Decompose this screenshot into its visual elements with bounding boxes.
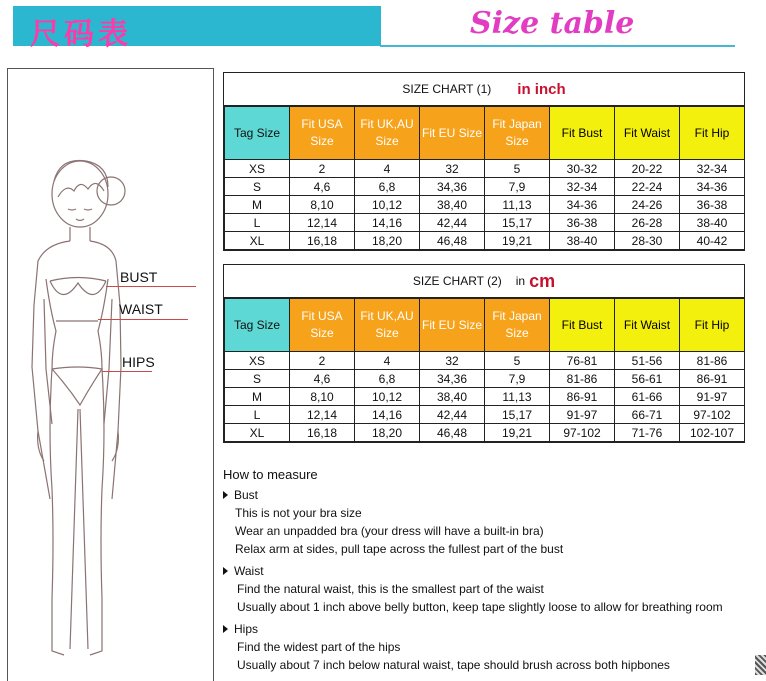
size-chart-inch <box>223 72 745 251</box>
table-cell: 97-102 <box>680 406 745 424</box>
table-cell: 30-32 <box>550 160 615 178</box>
table-row <box>225 160 745 178</box>
chart-title-text: SIZE CHART (2) <box>412 274 502 288</box>
table-cell: 14,16 <box>355 406 420 424</box>
chart-unit: cm <box>529 270 556 291</box>
section-title: Hips <box>234 622 259 636</box>
table-header-row <box>225 299 745 352</box>
table-cell: 56-61 <box>615 370 680 388</box>
header-cell: Fit Waist <box>615 107 680 160</box>
body-figure-illustration <box>8 69 213 681</box>
table-cell: 71-76 <box>615 424 680 442</box>
chart-title-text: SIZE CHART (1) <box>402 82 492 96</box>
header-cell: Tag Size <box>225 299 290 352</box>
table-cell: S <box>225 370 290 388</box>
table-cell: 4,6 <box>290 370 355 388</box>
table-cell: 11,13 <box>485 388 550 406</box>
header-divider <box>380 45 735 47</box>
table-cell: 4 <box>355 160 420 178</box>
table-cell: 42,44 <box>420 214 485 232</box>
table-cell: 91-97 <box>550 406 615 424</box>
header-cell: Fit Japan Size <box>485 107 550 160</box>
table-cell: 8,10 <box>290 196 355 214</box>
table-cell: 61-66 <box>615 388 680 406</box>
size-table-cm <box>224 298 745 442</box>
table-cell: XS <box>225 160 290 178</box>
table-cell: 32-34 <box>550 178 615 196</box>
table-cell: 4 <box>355 352 420 370</box>
table-cell: 6,8 <box>355 178 420 196</box>
table-cell: 34,36 <box>420 178 485 196</box>
table-cell: XS <box>225 352 290 370</box>
table-cell: 34-36 <box>550 196 615 214</box>
measure-heading: How to measure <box>223 467 318 482</box>
table-cell: 102-107 <box>680 424 745 442</box>
table-row <box>225 424 745 442</box>
table-cell: 81-86 <box>680 352 745 370</box>
section-title: Bust <box>234 488 259 502</box>
header-cell: Fit EU Size <box>420 107 485 160</box>
header-cell: Fit UK,AU Size <box>355 299 420 352</box>
table-cell: 20-22 <box>615 160 680 178</box>
table-row <box>225 232 745 250</box>
chinese-title: 尺码表 <box>30 17 132 52</box>
waist-indicator-line <box>98 319 188 320</box>
table-cell: 76-81 <box>550 352 615 370</box>
measure-line: Find the widest part of the hips <box>237 640 401 654</box>
table-cell: 8,10 <box>290 388 355 406</box>
table-cell: 18,20 <box>355 424 420 442</box>
size-chart-cm <box>223 264 745 443</box>
chart-title <box>224 265 744 298</box>
table-row <box>225 370 745 388</box>
table-cell: 19,21 <box>485 232 550 250</box>
table-cell: L <box>225 214 290 232</box>
table-header-row <box>225 107 745 160</box>
arrow-right-icon <box>223 491 228 499</box>
hips-indicator-line <box>102 371 152 372</box>
table-cell: 6,8 <box>355 370 420 388</box>
measure-line: Wear an unpadded bra (your dress will have a built-in bra) <box>235 524 544 538</box>
table-cell: 51-56 <box>615 352 680 370</box>
table-cell: 36-38 <box>550 214 615 232</box>
resize-grip <box>755 655 766 675</box>
table-cell: 81-86 <box>550 370 615 388</box>
header-cell: Fit USA Size <box>290 107 355 160</box>
table-cell: 97-102 <box>550 424 615 442</box>
header-cell: Fit Hip <box>680 299 745 352</box>
arrow-right-icon <box>223 625 228 633</box>
measure-section-hips <box>223 620 763 638</box>
table-cell: 7,9 <box>485 178 550 196</box>
table-cell: 38-40 <box>550 232 615 250</box>
chart-title <box>224 73 744 106</box>
size-table-inch <box>224 106 745 250</box>
table-cell: 38,40 <box>420 388 485 406</box>
header-cell: Fit Bust <box>550 299 615 352</box>
how-to-measure <box>223 466 763 674</box>
bust-indicator-line <box>106 286 196 287</box>
table-cell: 40-42 <box>680 232 745 250</box>
table-row <box>225 196 745 214</box>
table-cell: 38-40 <box>680 214 745 232</box>
table-cell: 15,17 <box>485 406 550 424</box>
table-cell: 16,18 <box>290 232 355 250</box>
table-cell: 12,14 <box>290 406 355 424</box>
table-cell: 10,12 <box>355 196 420 214</box>
table-cell: 32 <box>420 160 485 178</box>
table-cell: 86-91 <box>680 370 745 388</box>
table-cell: 15,17 <box>485 214 550 232</box>
header-cell: Fit Hip <box>680 107 745 160</box>
table-row <box>225 388 745 406</box>
table-cell: 19,21 <box>485 424 550 442</box>
header-cell: Fit Waist <box>615 299 680 352</box>
waist-label: WAIST <box>119 301 163 317</box>
body-figure-panel <box>7 68 214 681</box>
table-cell: 11,13 <box>485 196 550 214</box>
measure-section-waist <box>223 562 763 580</box>
measure-line: Find the natural waist, this is the smallest part of the waist <box>237 582 544 596</box>
table-cell: 66-71 <box>615 406 680 424</box>
table-cell: L <box>225 406 290 424</box>
header-cell: Tag Size <box>225 107 290 160</box>
table-cell: 86-91 <box>550 388 615 406</box>
table-cell: M <box>225 196 290 214</box>
table-row <box>225 214 745 232</box>
measure-line: Usually about 7 inch below natural waist, tape should brush across both hipbones <box>237 658 670 672</box>
measure-line: Relax arm at sides, pull tape across the fullest part of the bust <box>235 542 564 556</box>
table-cell: S <box>225 178 290 196</box>
table-cell: 2 <box>290 160 355 178</box>
table-row <box>225 178 745 196</box>
table-cell: 91-97 <box>680 388 745 406</box>
table-cell: 5 <box>485 160 550 178</box>
table-cell: 46,48 <box>420 424 485 442</box>
table-cell: XL <box>225 424 290 442</box>
arrow-right-icon <box>223 567 228 575</box>
header-cell: Fit Japan Size <box>485 299 550 352</box>
header-cell: Fit USA Size <box>290 299 355 352</box>
table-cell: 32 <box>420 352 485 370</box>
header-cell: Fit Bust <box>550 107 615 160</box>
table-cell: 46,48 <box>420 232 485 250</box>
table-cell: M <box>225 388 290 406</box>
chart-unit-prefix: in <box>515 274 526 288</box>
table-cell: 16,18 <box>290 424 355 442</box>
table-cell: 38,40 <box>420 196 485 214</box>
table-cell: 22-24 <box>615 178 680 196</box>
table-cell: 5 <box>485 352 550 370</box>
section-title: Waist <box>234 564 264 578</box>
table-cell: 2 <box>290 352 355 370</box>
hips-label: HIPS <box>122 354 155 370</box>
table-cell: 34-36 <box>680 178 745 196</box>
bust-label: BUST <box>120 269 158 285</box>
table-cell: 28-30 <box>615 232 680 250</box>
table-cell: 32-34 <box>680 160 745 178</box>
table-cell: 26-28 <box>615 214 680 232</box>
table-cell: 34,36 <box>420 370 485 388</box>
table-cell: 7,9 <box>485 370 550 388</box>
table-cell: 36-38 <box>680 196 745 214</box>
header-cell: Fit EU Size <box>420 299 485 352</box>
table-row <box>225 406 745 424</box>
table-cell: XL <box>225 232 290 250</box>
table-cell: 14,16 <box>355 214 420 232</box>
table-cell: 4,6 <box>290 178 355 196</box>
chart-unit: in inch <box>517 80 566 98</box>
table-row <box>225 352 745 370</box>
table-cell: 12,14 <box>290 214 355 232</box>
measure-section-bust <box>223 486 763 504</box>
measure-line: This is not your bra size <box>235 506 362 520</box>
table-cell: 24-26 <box>615 196 680 214</box>
english-title: Size table <box>470 6 635 41</box>
table-cell: 10,12 <box>355 388 420 406</box>
table-cell: 42,44 <box>420 406 485 424</box>
header-cell: Fit UK,AU Size <box>355 107 420 160</box>
measure-line: Usually about 1 inch above belly button, keep tape slightly loose to allow for breathing room <box>237 600 723 614</box>
table-cell: 18,20 <box>355 232 420 250</box>
